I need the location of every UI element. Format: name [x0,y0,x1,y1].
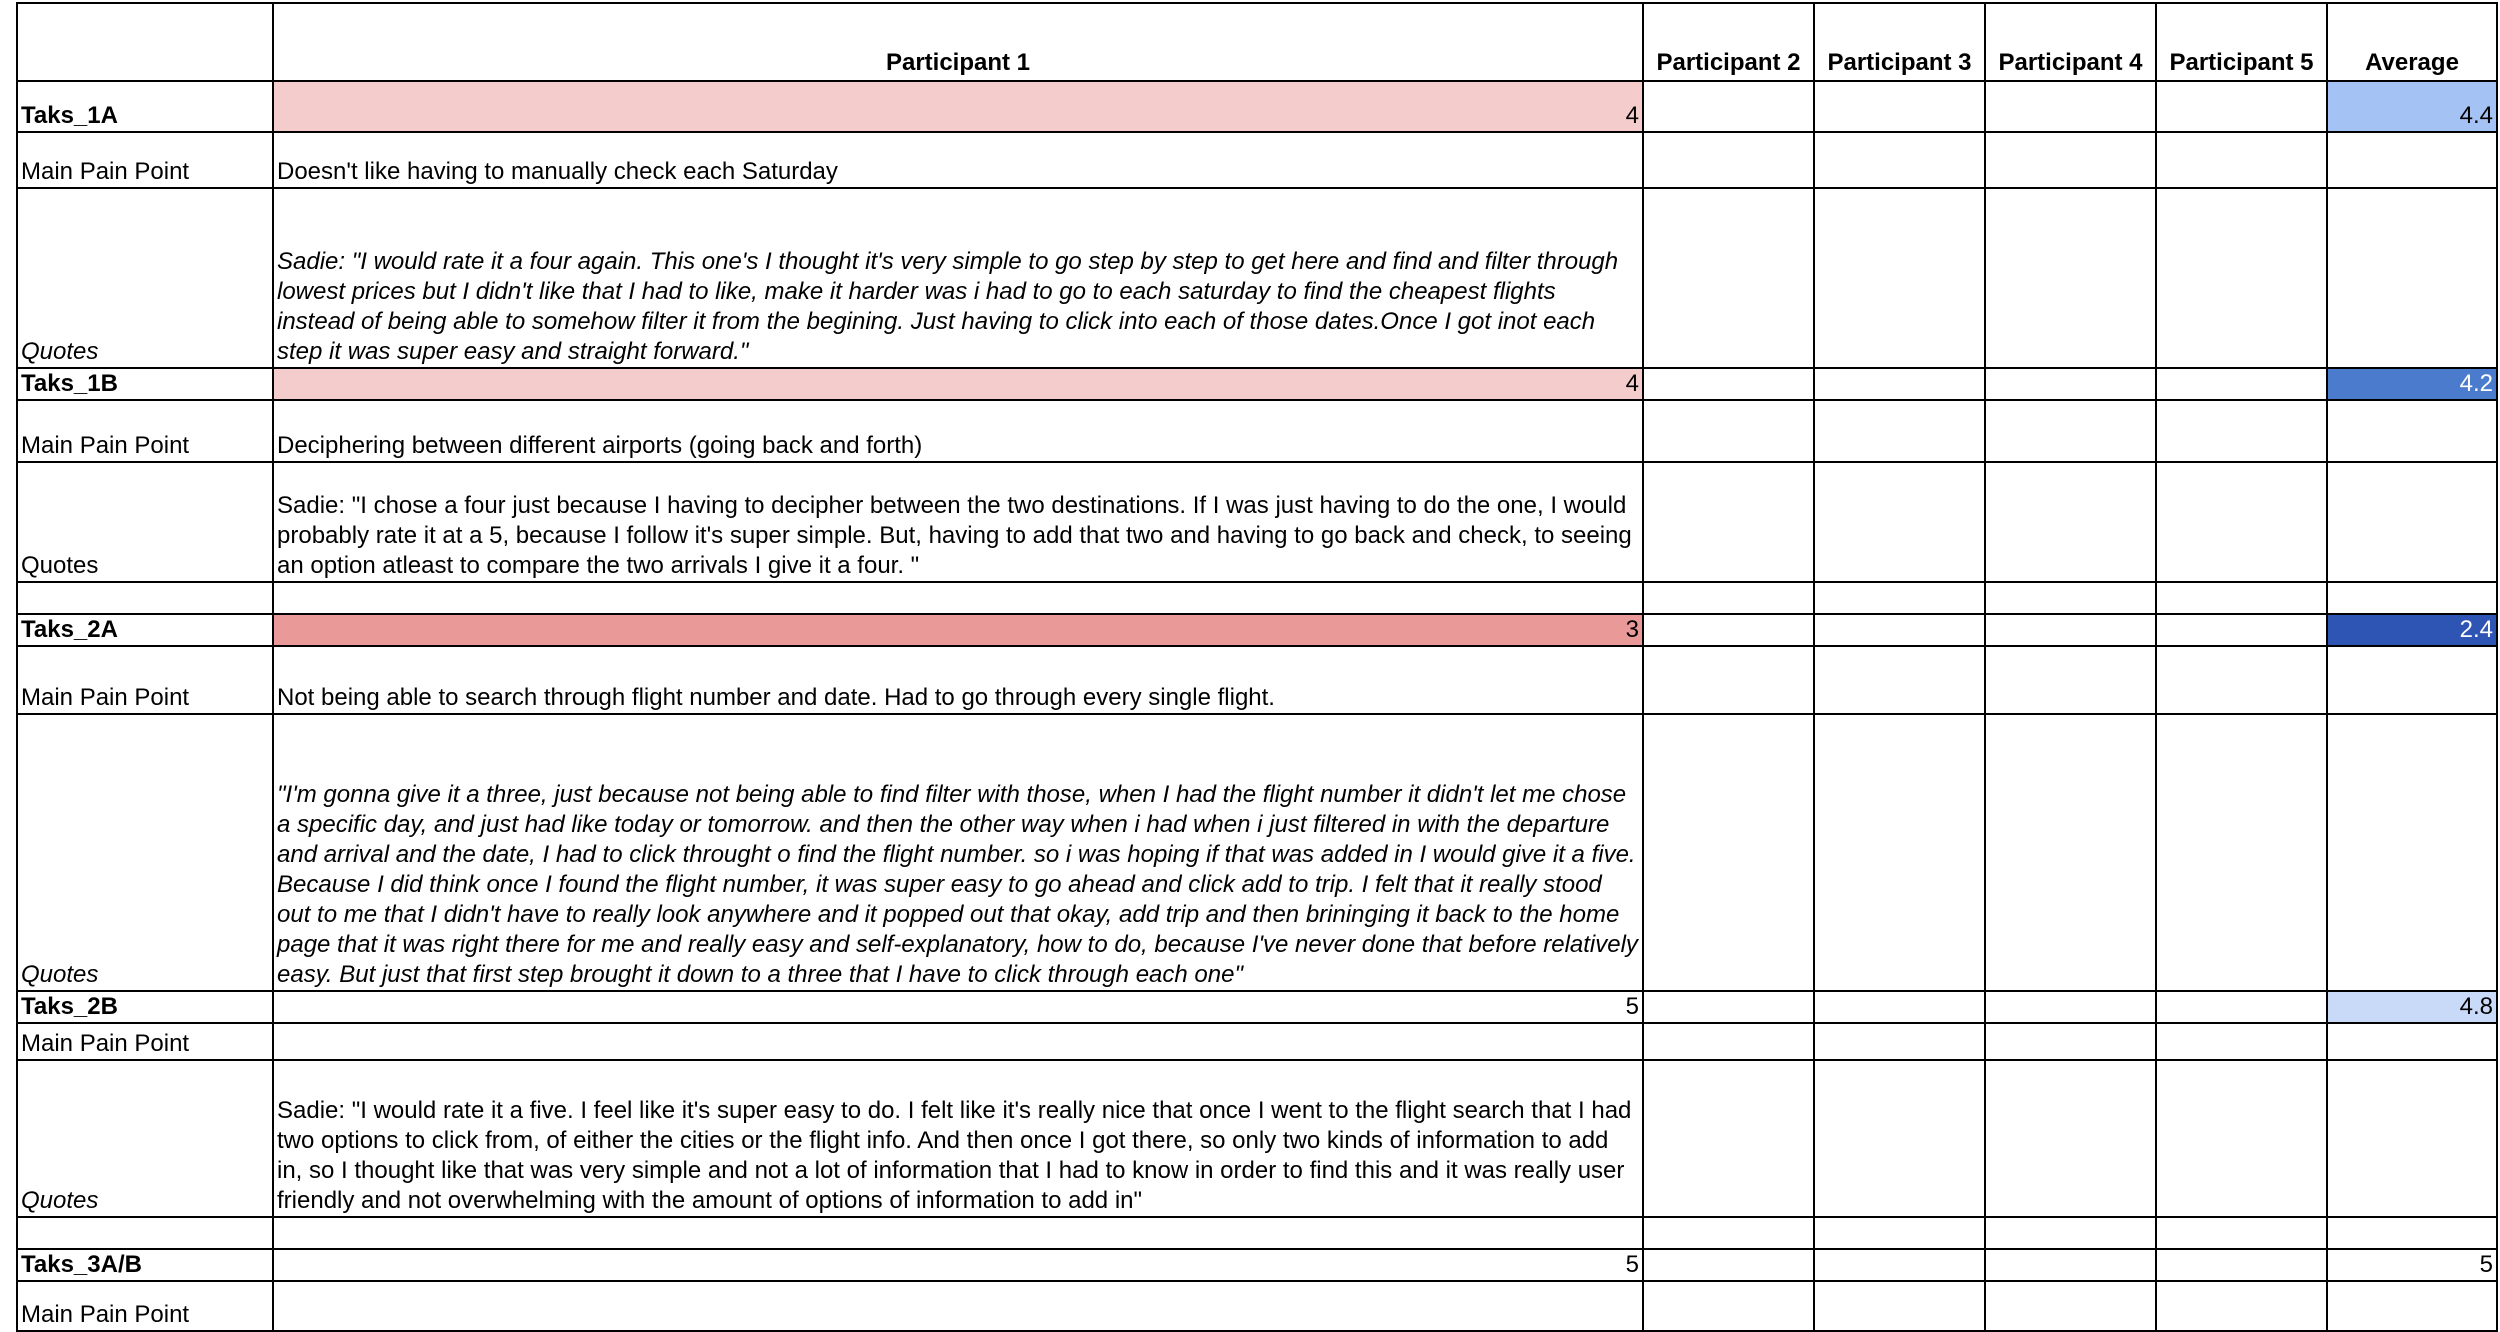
participant-3-score-cell[interactable] [1814,614,1985,646]
header-participant-5[interactable]: Participant 5 [2156,3,2327,81]
empty-cell[interactable] [1814,582,1985,614]
empty-cell[interactable] [1985,582,2156,614]
empty-cell[interactable] [1643,714,1814,991]
pain-point-row-2b [17,1023,2497,1060]
task-row-3ab [17,1249,2497,1281]
header-participant-4[interactable]: Participant 4 [1985,3,2156,81]
empty-cell[interactable] [1985,1023,2156,1060]
participant-3-score-cell[interactable] [1814,991,1985,1023]
participant-2-score-cell[interactable] [1643,991,1814,1023]
average-score-cell[interactable]: 2.4 [2327,614,2497,646]
empty-cell[interactable] [1814,646,1985,714]
empty-cell[interactable] [2327,188,2497,368]
participant-1-score-cell[interactable]: 5 [273,991,1643,1023]
participant-2-score-cell[interactable] [1643,81,1814,132]
empty-cell[interactable] [1643,1060,1814,1217]
empty-cell[interactable] [273,582,1643,614]
empty-cell[interactable] [17,582,273,614]
participant-3-score-cell[interactable] [1814,1249,1985,1281]
average-score-cell[interactable]: 4.8 [2327,991,2497,1023]
empty-cell[interactable] [2156,132,2327,188]
participant-4-score-cell[interactable] [1985,1249,2156,1281]
empty-cell[interactable] [1814,462,1985,582]
participant-4-score-cell[interactable] [1985,81,2156,132]
participant-1-score-cell[interactable]: 4 [273,81,1643,132]
empty-cell[interactable] [1985,400,2156,462]
pain-point-row-3ab [17,1281,2497,1331]
average-score-cell[interactable]: 4.2 [2327,368,2497,400]
empty-cell[interactable] [2327,1023,2497,1060]
empty-cell[interactable] [1814,1217,1985,1249]
quote-cell[interactable]: Sadie: "I would rate it a four again. This one's I thought it's very simple to go step by step to get here and find and filter through lowest prices but I didn't like that I had to like, make it harder was i had to go to each saturday to find the cheapest flights instead of being able to somehow filter it from the begining. Just having to click into each of those dates.Once I got inot each step it was super easy and straight forward." [273,188,1643,368]
empty-cell[interactable] [2327,132,2497,188]
pain-point-label-cell[interactable]: Main Pain Point [17,400,273,462]
pain-point-cell[interactable]: Deciphering between different airports (going back and forth) [273,400,1643,462]
quote-cell[interactable]: "I'm gonna give it a three, just because not being able to find filter with those, when I had the flight number it didn't let me chose a specific day, and just had like today or tomorrow. and then the other way when i had when i just filtered in with the departure and arrival and the date, I had to click throught o find the flight number. so i was hoping if that was added in I would give it a five. Because I did think once I found the flight number, it was super easy to go ahead and click add to trip. I felt that it really stood out to me that I didn't have to really look anywhere and it popped out that okay, add trip and then brininging it back to the home page that it was right there for me and really easy and self-explanatory, how to do, because I've never done that before relatively easy. But just that first step brought it down to a three that I have to click through each one" [273,714,1643,991]
participant-5-score-cell[interactable] [2156,991,2327,1023]
pain-point-row-1a [17,132,2497,188]
empty-cell[interactable] [2327,714,2497,991]
quotes-label-cell[interactable]: Quotes [17,462,273,582]
participant-1-score-cell[interactable]: 5 [273,1249,1643,1281]
empty-cell[interactable] [1985,188,2156,368]
empty-cell[interactable] [1814,188,1985,368]
participant-4-score-cell[interactable] [1985,614,2156,646]
participant-2-score-cell[interactable] [1643,614,1814,646]
empty-cell[interactable] [1643,132,1814,188]
empty-cell[interactable] [2156,582,2327,614]
empty-cell[interactable] [2156,1281,2327,1331]
empty-cell[interactable] [2327,646,2497,714]
task-row-2a [17,614,2497,646]
pain-point-cell[interactable]: Not being able to search through flight number and date. Had to go through every single flight. [273,646,1643,714]
empty-cell[interactable] [2327,582,2497,614]
pain-point-label-cell[interactable]: Main Pain Point [17,646,273,714]
empty-cell[interactable] [1985,1281,2156,1331]
empty-cell[interactable] [2156,1217,2327,1249]
spacer-row [17,1217,2497,1249]
empty-cell[interactable] [1643,1217,1814,1249]
participant-1-score-cell[interactable]: 3 [273,614,1643,646]
quotes-row-2a [17,714,2497,991]
header-average[interactable]: Average [2327,3,2497,81]
empty-cell[interactable] [1643,400,1814,462]
header-row [17,3,2497,81]
quotes-label-cell[interactable]: Quotes [17,714,273,991]
empty-cell[interactable] [1985,1217,2156,1249]
task-name-cell[interactable]: Taks_3A/B [17,1249,273,1281]
task-row-1b [17,368,2497,400]
participant-4-score-cell[interactable] [1985,368,2156,400]
empty-cell[interactable] [1985,646,2156,714]
empty-cell[interactable] [273,1217,1643,1249]
quote-cell[interactable]: Sadie: "I chose a four just because I having to decipher between the two destinations. If I was just having to do the one, I would probably rate it at a 5, because I follow it's super simple. But, having to add that two and having to go back and check, to seeing an option atleast to compare the two arrivals I give it a four. " [273,462,1643,582]
empty-cell[interactable] [2327,400,2497,462]
pain-point-row-1b [17,400,2497,462]
pain-point-label-cell[interactable]: Main Pain Point [17,1023,273,1060]
participant-5-score-cell[interactable] [2156,81,2327,132]
quote-cell[interactable]: Sadie: "I would rate it a five. I feel like it's super easy to do. I felt like it's really nice that once I went to the flight search that I had two options to click from, of either the cities or the flight info. And then once I got there, so only two kinds of information to add in, so I thought like that was very simple and not a lot of information that I had to know in order to find this and it was really user friendly and not overwhelming with the amount of options of information to add in" [273,1060,1643,1217]
empty-cell[interactable] [2156,646,2327,714]
empty-cell[interactable] [2327,1060,2497,1217]
empty-cell[interactable] [2156,1023,2327,1060]
empty-cell[interactable] [2327,1281,2497,1331]
empty-cell[interactable] [1643,582,1814,614]
task-name-cell[interactable]: Taks_2B [17,991,273,1023]
participant-3-score-cell[interactable] [1814,81,1985,132]
task-name-cell[interactable]: Taks_1A [17,81,273,132]
empty-cell[interactable] [1643,1023,1814,1060]
task-name-cell[interactable]: Taks_1B [17,368,273,400]
participant-3-score-cell[interactable] [1814,368,1985,400]
empty-cell[interactable] [2156,188,2327,368]
empty-cell[interactable] [1643,188,1814,368]
empty-cell[interactable] [2156,462,2327,582]
empty-cell[interactable] [1985,714,2156,991]
participant-5-score-cell[interactable] [2156,368,2327,400]
task-name-cell[interactable]: Taks_2A [17,614,273,646]
empty-cell[interactable] [1814,714,1985,991]
task-row-2b [17,991,2497,1023]
pain-point-cell[interactable] [273,1023,1643,1060]
empty-cell[interactable] [1814,400,1985,462]
header-label-cell[interactable] [17,3,273,81]
pain-point-label-cell[interactable]: Main Pain Point [17,1281,273,1331]
participant-1-score-cell[interactable]: 4 [273,368,1643,400]
header-participant-1[interactable]: Participant 1 [273,3,1643,81]
average-score-cell[interactable]: 5 [2327,1249,2497,1281]
spacer-row [17,582,2497,614]
empty-cell[interactable] [2156,1060,2327,1217]
empty-cell[interactable] [1985,132,2156,188]
empty-cell[interactable] [2156,400,2327,462]
participant-2-score-cell[interactable] [1643,1249,1814,1281]
pain-point-row-2a [17,646,2497,714]
empty-cell[interactable] [2327,1217,2497,1249]
participant-4-score-cell[interactable] [1985,991,2156,1023]
empty-cell[interactable] [2156,714,2327,991]
quotes-label-cell[interactable]: Quotes [17,1060,273,1217]
empty-cell[interactable] [1985,462,2156,582]
empty-cell[interactable] [2327,462,2497,582]
participant-2-score-cell[interactable] [1643,368,1814,400]
empty-cell[interactable] [1814,1281,1985,1331]
empty-cell[interactable] [1643,646,1814,714]
header-participant-3[interactable]: Participant 3 [1814,3,1985,81]
quotes-label-cell[interactable]: Quotes [17,188,273,368]
pain-point-label-cell[interactable]: Main Pain Point [17,132,273,188]
pain-point-cell[interactable] [273,1281,1643,1331]
participant-5-score-cell[interactable] [2156,1249,2327,1281]
header-participant-2[interactable]: Participant 2 [1643,3,1814,81]
quotes-row-1a [17,188,2497,368]
quotes-row-2b [17,1060,2497,1217]
empty-cell[interactable] [17,1217,273,1249]
average-score-cell[interactable]: 4.4 [2327,81,2497,132]
empty-cell[interactable] [1985,1060,2156,1217]
empty-cell[interactable] [1814,1023,1985,1060]
participant-5-score-cell[interactable] [2156,614,2327,646]
quotes-row-1b [17,462,2497,582]
spreadsheet-grid [16,2,2498,1332]
empty-cell[interactable] [1643,462,1814,582]
empty-cell[interactable] [1643,1281,1814,1331]
pain-point-cell[interactable]: Doesn't like having to manually check each Saturday [273,132,1643,188]
task-row-1a [17,81,2497,132]
empty-cell[interactable] [1814,1060,1985,1217]
empty-cell[interactable] [1814,132,1985,188]
